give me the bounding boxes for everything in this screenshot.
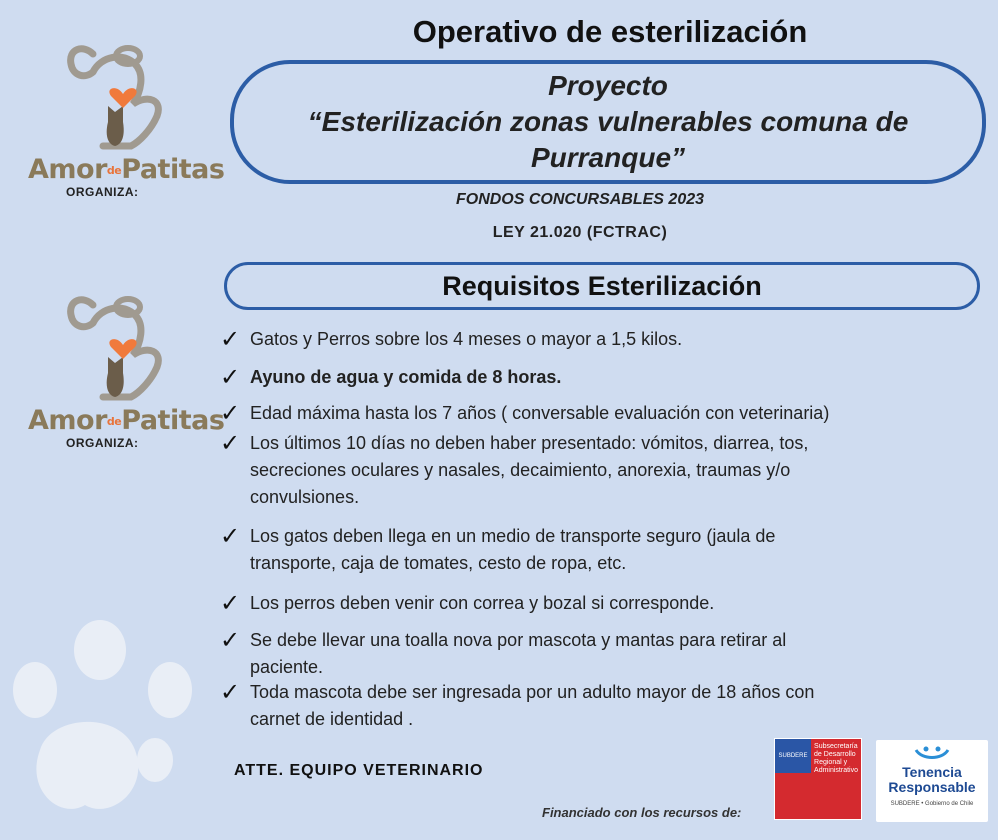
page-title: Operativo de esterilización (412, 14, 808, 49)
law-label: LEY 21.020 (FCTRAC) (492, 224, 668, 241)
check-icon: ✓ (220, 590, 241, 617)
gob-text: Subsecretaría de Desarrollo Regional y Administrativo (811, 739, 861, 819)
organizer-logo-top (28, 34, 225, 199)
list-item: ✓ Los últimos 10 días no deben haber presentado: vómitos, diarrea, tos, secreciones oculares y nasales, decaimiento, anorexia, traumas y/o convulsiones. (220, 430, 990, 511)
tenencia-responsable-logo: Tenencia Responsable SUBDERE • Gobierno de Chile (876, 740, 988, 822)
dog-cat-icon (53, 285, 183, 405)
gobierno-chile-logo (774, 738, 862, 820)
organizer-logo-bottom (28, 285, 225, 450)
list-item: ✓ Ayuno de agua y comida de 8 horas. (220, 364, 562, 391)
check-icon: ✓ (220, 627, 241, 654)
signature: ATTE. EQUIPO VETERINARIO (234, 762, 484, 779)
funds-label: FONDOS CONCURSABLES 2023 (455, 191, 705, 208)
organiza-label: ORGANIZA: (66, 185, 139, 199)
dog-cat-icon (53, 34, 183, 154)
list-item: ✓ Edad máxima hasta los 7 años ( conversable evaluación con veterinaria) (220, 400, 830, 427)
project-name-line1: “Esterilización zonas vulnerables comuna de (307, 106, 909, 137)
list-item: ✓ Gatos y Perros sobre los 4 meses o mayor a 1,5 kilos. (220, 326, 683, 353)
check-icon: ✓ (220, 679, 241, 706)
requirements-heading-box (224, 262, 980, 310)
check-icon: ✓ (220, 430, 241, 457)
paw-print-icon (0, 600, 220, 840)
pet-ears-icon (912, 746, 952, 760)
list-item: ✓ Toda mascota debe ser ingresada por un adulto mayor de 18 años con carnet de identidad . (220, 679, 990, 733)
project-name-line2: Purranque” (530, 142, 686, 173)
check-icon: ✓ (220, 400, 241, 427)
check-icon: ✓ (220, 364, 241, 391)
brand-name: AmordePatitas (28, 154, 225, 185)
project-label: Proyecto (548, 70, 668, 101)
list-item: ✓ Los gatos deben llega en un medio de transporte seguro (jaula de transporte, caja de tomates, cesto de ropa, etc. (220, 523, 990, 577)
project-box (230, 60, 986, 184)
organiza-label: ORGANIZA: (66, 436, 139, 450)
financed-label: Financiado con los recursos de: (542, 805, 742, 820)
check-icon: ✓ (220, 523, 241, 550)
shield-icon: SUBDERE (775, 739, 811, 773)
brand-name: AmordePatitas (28, 405, 225, 436)
list-item: ✓ Se debe llevar una toalla nova por mascota y mantas para retirar al paciente. (220, 627, 990, 681)
list-item: ✓ Los perros deben venir con correa y bozal si corresponde. (220, 590, 715, 617)
check-icon: ✓ (220, 326, 241, 353)
requirements-heading: Requisitos Esterilización (442, 270, 762, 301)
